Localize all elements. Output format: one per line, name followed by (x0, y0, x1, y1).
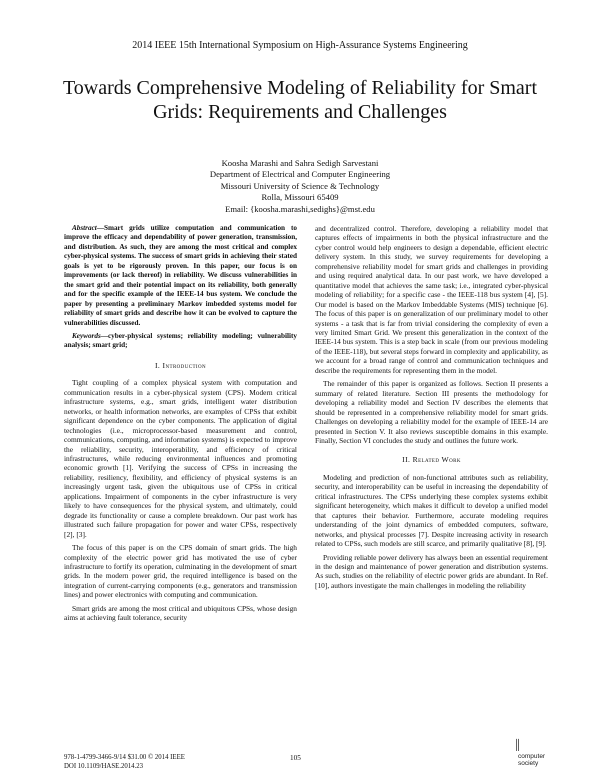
page-number: 105 (290, 754, 301, 762)
abstract-text: —Smart grids utilize computation and communication to improve the efficacy and dependability of power generation, transmission, and distribution. As such, they are among the most critical and complex cyber-physical systems. The success of smart grids in achieving their stated goals is yet to be rigorously proven. In this paper, our focus is on improvements (or lack thereof) in reliability. We discuss vulnerabilities in the smart grid and their potential impact on its reliability, both generally and for the specific example of the IEEE-14 bus system. We conclude the paper by presenting a preliminary Markov imbedded systems model for reliability of smart grids and describe how it can be evolved to capture the vulnerabilities discussed. (64, 224, 297, 327)
author-email: Email: {koosha.marashi,sedighs}@mst.edu (225, 203, 375, 214)
left-column (64, 224, 297, 627)
paragraph: and decentralized control. Therefore, developing a reliability model that captures effects of impairments in both the physical infrastructure and the cyber control would help engineers to design a dependable, efficient electric delivery system. In this study, we survey requirements for developing a comprehensive reliability model for smart grids and challenges in providing and using required analytical data. In our past work, we have developed a quantitative model that achieves the same task; i.e., integrated cyber-physical modeling of reliability; for a specific case - the IEEE-118 bus system [4], [5]. Our model is based on the Markov Imbeddable Systems (MIS) technique [6]. The focus of this paper is on generalization of our preliminary model to other systems - a task that is far from trivial considering the complexity of even a very limited Smart Grid. We present this generalization in the context of the IEEE-14 bus system. This is a step back in scale (from our previous modeling of the IEEE-118), but several steps forward in complexity and applicability, as we account for a broad range of control and communication techniques and describe the requirements for representing them in the model. (315, 224, 548, 375)
abstract (64, 224, 297, 328)
keywords-lead: Keywords (72, 331, 101, 340)
section-number: I. (155, 360, 161, 370)
abstract-lead: Abstract (72, 224, 97, 232)
affiliation-city: Rolla, Missouri 65409 (261, 192, 339, 203)
paragraph: Modeling and prediction of non-functional attributes such as reliability, security, and interoperability can be useful in increasing the dependability of critical infrastructures. The CPSs underlying these complex systems exhibit significant heterogeneity, which makes it difficult to develop a unified model that captures their behavior. Furthermore, accurate modeling requires understanding of the joint dynamics of embedded computers, software, networks, and physical processes [7]. Despite increasing activity in research related to CPSs, such models are still scarce, and primarily qualitative [8], [9]. (315, 472, 548, 549)
paragraph: Tight coupling of a complex physical system with computation and communication results in a cyber-physical system (CPS). Modern critical infrastructure systems, e.g., smart grids, intelligent water distribution networks, or health information networks, are examples of CPSs that exhibit significant dependence on the cyber components. The application of digital technologies (i.e., microprocessor-based measurement and control, communications, computing, and information systems) is expected to improve the reliability, security, interoperability, and efficiency of critical infrastructures, while reducing environmental influences and promoting economic growth [1]. Verifying the success of CPSs in increasing the reliability, resiliency, flexibility, and efficiency of physical systems is an increasingly urgent task, given the ubiquitous use of CPSs in critical applications. Impairment of components in the cyber infrastructure is very likely to have consequences for the physical system, and ultimately, could degrade its functionality or cause a complete breakdown. Our past work has illustrated such failure propagation for power and water CPSs, respectively [2], [3]. (64, 378, 297, 539)
section-title: Related Work (412, 455, 461, 465)
footer-isbn: 978-1-4799-3466-9/14 $31.00 © 2014 IEEE (64, 754, 185, 761)
section-heading-introduction (64, 361, 297, 370)
section-heading-related-work (315, 455, 548, 464)
logo-mark-icon: ║ (514, 740, 522, 751)
keywords-text: —cyber-physical systems; reliability modeling; vulnerability analysis; smart grid; (64, 331, 297, 350)
section-title: Introduction (162, 360, 206, 370)
footer-doi: DOI 10.1109/HASE.2014.23 (64, 763, 144, 770)
affiliation-university: Missouri University of Science & Technology (220, 180, 380, 191)
logo-text-line2: society (518, 760, 539, 767)
paper-title: Towards Comprehensive Modeling of Reliability for Smart Grids: Requirements and Challenges (62, 77, 538, 123)
logo-text-line1: computer (518, 753, 546, 760)
affiliation-department: Department of Electrical and Computer Engineering (209, 169, 391, 180)
conference-header: 2014 IEEE 15th International Symposium on High-Assurance Systems Engineering (132, 40, 468, 51)
footer-identifiers (64, 753, 185, 771)
author-names: Koosha Marashi and Sahra Sedigh Sarvestani (221, 158, 379, 168)
paragraph: The remainder of this paper is organized as follows. Section II presents a summary of related literature. Section III presents the methodology for developing a reliability model and Section IV describes the elements that should be represented in a comprehensive reliability model for smart grids. Challenges on developing a reliability model for the example of IEEE-14 are presented in Section V. It also reviews susceptible domains in this example. Finally, Section VI concludes the study and outlines the future work. (315, 379, 548, 445)
right-column (315, 224, 548, 594)
paragraph: The focus of this paper is on the CPS domain of smart grids. The high complexity of the electric power grid has motivated the use of cyber infrastructure to fortify its operation, culminating in the development of smart grids. In the modern power grid, the required intelligence is based on the integration of current-carrying components (e.g., generators and transmission lines) and power electronics with computing and communication. (64, 543, 297, 600)
author-block (0, 158, 600, 215)
computer-society-logo (500, 742, 552, 772)
paragraph: Smart grids are among the most critical and ubiquitous CPSs, whose design aims at achieving fault tolerance, security (64, 603, 297, 623)
paragraph: Providing reliable power delivery has always been an essential requirement in the design and maintenance of power generation and distribution systems. As such, studies on the reliability of electric power grids are abundant. In Ref. [10], authors investigate the main challenges in modeling the reliability (315, 552, 548, 590)
keywords (64, 332, 297, 351)
section-number: II. (402, 455, 411, 465)
